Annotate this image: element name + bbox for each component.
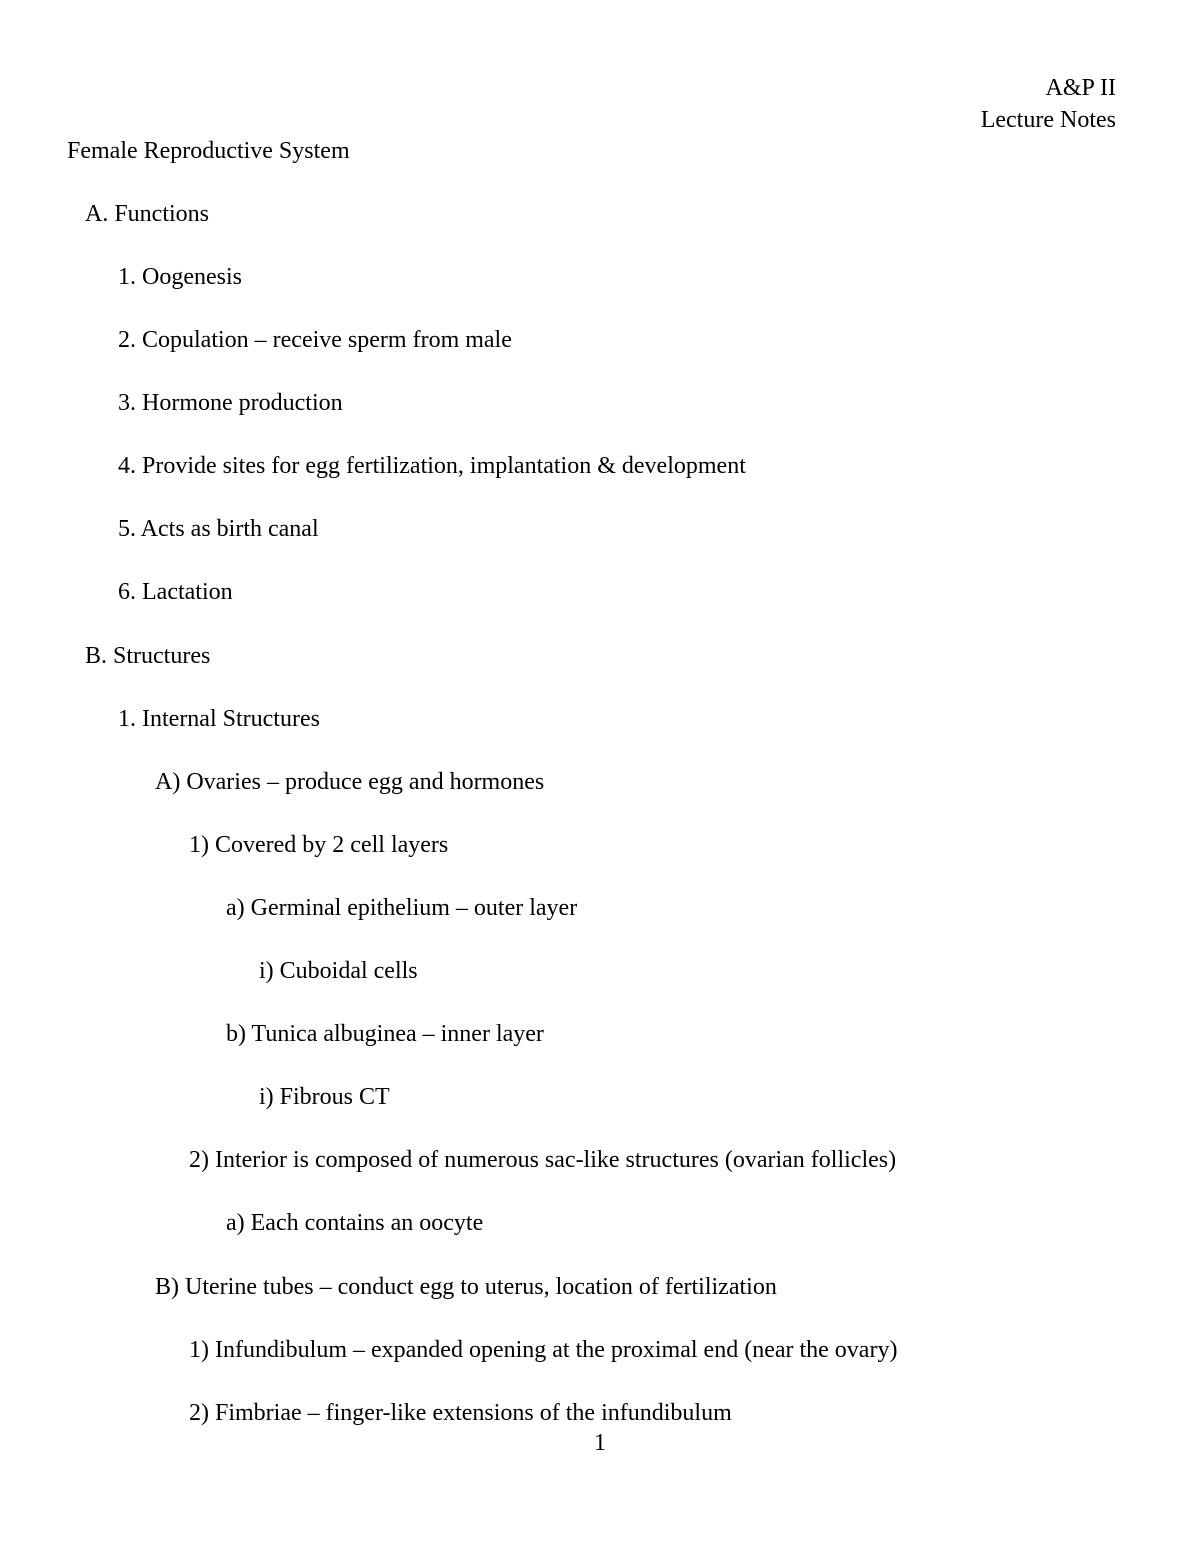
course-name: A&P II <box>1045 75 1116 101</box>
outline-item: 2) Interior is composed of numerous sac-like structures (ovarian follicles) <box>189 1147 897 1173</box>
list-item: 5. Acts as birth canal <box>118 516 319 542</box>
outline-item-uterine-tubes: B) Uterine tubes – conduct egg to uterus, location of fertilization <box>155 1274 777 1300</box>
header-block <box>981 72 1116 136</box>
outline-item-ovaries: A) Ovaries – produce egg and hormones <box>155 769 545 795</box>
list-item: 6. Lactation <box>118 579 233 605</box>
outline-item: a) Germinal epithelium – outer layer <box>226 895 578 921</box>
outline-item: a) Each contains an oocyte <box>226 1210 484 1236</box>
list-item: 2. Copulation – receive sperm from male <box>118 327 512 353</box>
outline-item: 2) Fimbriae – finger-like extensions of the infundibulum <box>189 1400 732 1426</box>
outline-item: b) Tunica albuginea – inner layer <box>226 1021 544 1047</box>
page-number: 1 <box>594 1430 606 1456</box>
document-title: Female Reproductive System <box>67 138 350 164</box>
outline-item: 1) Covered by 2 cell layers <box>189 832 449 858</box>
document-type: Lecture Notes <box>980 107 1116 133</box>
section-heading-functions: A. Functions <box>85 201 210 227</box>
subsection-heading: 1. Internal Structures <box>118 706 320 732</box>
outline-item: i) Cuboidal cells <box>259 958 418 984</box>
outline-item: 1) Infundibulum – expanded opening at the proximal end (near the ovary) <box>189 1337 898 1363</box>
outline-item: i) Fibrous CT <box>259 1084 390 1110</box>
section-heading-structures: B. Structures <box>85 643 211 669</box>
list-item: 4. Provide sites for egg fertilization, implantation & development <box>118 453 746 479</box>
list-item: 3. Hormone production <box>118 390 343 416</box>
list-item: 1. Oogenesis <box>118 264 242 290</box>
